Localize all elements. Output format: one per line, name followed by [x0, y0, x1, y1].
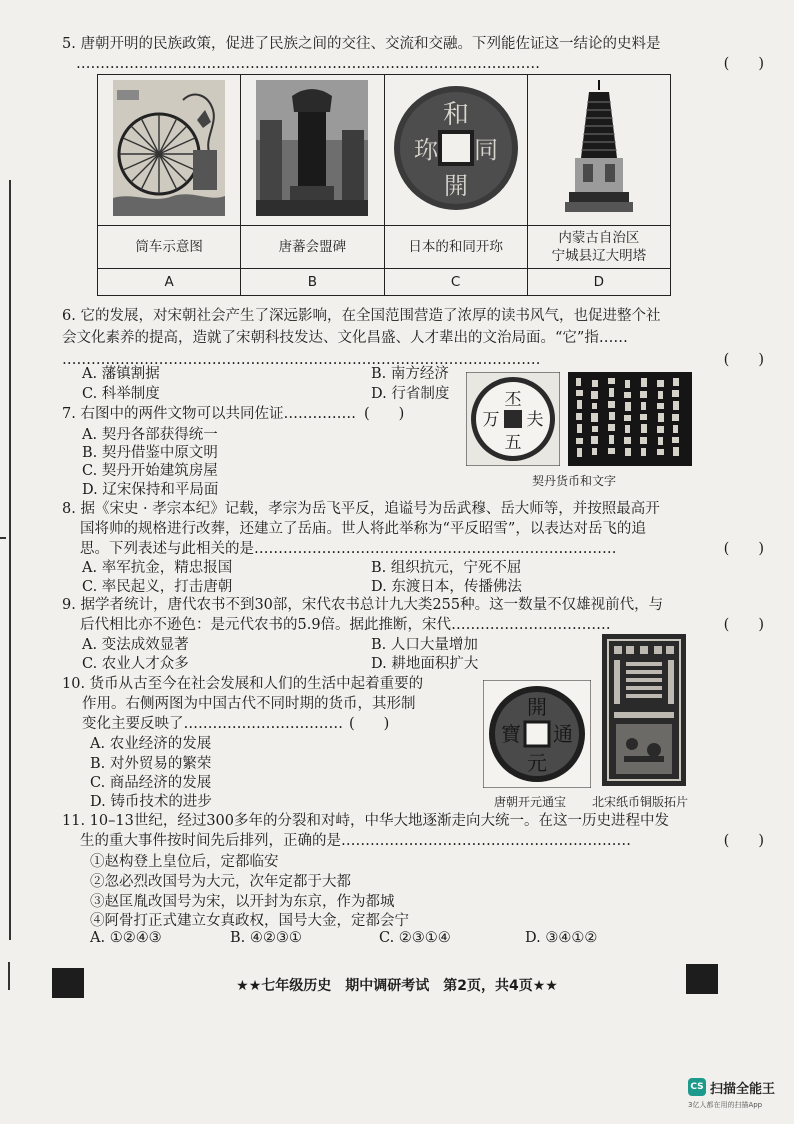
option-b: B. ④②③①	[230, 930, 302, 946]
option-c: C. 农业人才众多	[82, 656, 189, 672]
option-c: C. 契丹开始建筑房屋	[82, 463, 218, 479]
coin-char: 元	[527, 751, 547, 775]
option-a: A. 契丹各部获得统一	[82, 427, 218, 443]
letter-cell-d: D	[527, 269, 670, 296]
coin-char: 万	[482, 410, 500, 430]
leader-dots: ………………………………………………………………………………………	[62, 352, 541, 368]
answer-blank: ( )	[723, 833, 764, 849]
page-footer: ★★七年级历史 期中调研考试 第2页，共4页★★	[236, 978, 558, 994]
image-cell-c	[384, 75, 527, 226]
waterwheel-drawing-icon	[113, 80, 225, 216]
option-d: D. 行省制度	[371, 386, 450, 402]
question-line: 9. 据学者统计，唐代农书不到30部，宋代农书总计九大类255种。这一数量不仅雄视前代，与	[62, 597, 664, 613]
question-8	[62, 499, 764, 559]
coin-photo-icon	[388, 80, 524, 216]
coin-char: 同	[473, 136, 498, 164]
option-d: D. 铸币技术的进步	[90, 794, 212, 810]
figure-caption-left: 唐朝开元通宝	[494, 795, 567, 809]
coin-char: 開	[527, 695, 547, 719]
option-d: D. 东渡日本，传播佛法	[371, 579, 522, 595]
option-d: D. 辽宋保持和平局面	[82, 482, 219, 498]
question-line: 8. 据《宋史 · 孝宗本纪》记载，孝宗为岳飞平反，追谥号为岳武穆、岳大师等，并按照最高开	[62, 501, 660, 517]
question-5-stem: 5. 唐朝开明的民族政策，促进了民族之间的交往、交流和交融。下列能佐证这一结论的史料是	[62, 36, 661, 52]
khitan-coin-icon	[466, 372, 560, 466]
answer-blank: ( )	[349, 716, 390, 732]
letter-cell-c: C	[384, 269, 527, 296]
option-b: B. 组织抗元，宁死不屈	[371, 560, 522, 576]
caption-cell-b: 唐蕃会盟碑	[241, 226, 384, 269]
leader-dots: ……………	[283, 406, 356, 422]
question-line: 思。下列表述与此相关的是	[80, 541, 254, 557]
option-c: C. ②③①④	[379, 930, 451, 946]
option-a: A. ①②④③	[90, 930, 162, 946]
answer-blank: ( )	[723, 352, 764, 368]
coin-char: 寶	[501, 722, 521, 746]
leader-dots: …………………………………………………………………	[254, 541, 617, 557]
coin-char: 珎	[413, 136, 438, 164]
coin-char: 丕	[504, 390, 522, 410]
khitan-script-rubbing-icon	[568, 372, 692, 466]
event-item: ①赵构登上皇位后，定都临安	[90, 854, 279, 870]
event-item: ③赵匡胤改国号为宋，以开封为东京，作为都城	[90, 894, 395, 910]
question-line: 国将帅的规格进行改葬，还建立了岳庙。世人将此举称为“平反昭雪”，以表达对岳飞的追	[80, 521, 646, 537]
option-a: A. 变法成效显著	[82, 637, 189, 653]
answer-blank: ( )	[723, 56, 764, 72]
question-line-text: 变化主要反映了	[82, 716, 184, 732]
stele-photo-icon	[256, 80, 368, 216]
kaiyuan-coin-icon	[483, 680, 591, 788]
question-line: 11. 10–13世纪，经过300多年的分裂和对峙，中华大地逐渐走向大统一。在这一历史进程中发	[62, 813, 669, 829]
song-paper-money-rubbing-icon	[602, 634, 686, 786]
coin-char: 夫	[526, 410, 544, 430]
question-5-source-table	[97, 74, 671, 296]
image-cell-a	[98, 75, 241, 226]
option-c: C. 率民起义，打击唐朝	[82, 579, 233, 595]
figure-caption-right: 北宋纸币铜版拓片	[592, 795, 689, 809]
option-d: D. 耕地面积扩大	[371, 656, 479, 672]
caption-line: 宁城县辽大明塔	[551, 248, 647, 264]
question-line: 7. 右图中的两件文物可以共同佐证	[62, 406, 284, 422]
coin-char: 開	[443, 172, 468, 200]
answer-blank: ( )	[363, 406, 405, 422]
question-line: 后代相比亦不逊色：是元代农书的5.9倍。据此推断，宋代	[80, 617, 452, 633]
question-line: 会文化素养的提高，造就了宋朝科技发达、文化昌盛、人才辈出的文治局面。“它”指……	[62, 330, 628, 346]
leader-dots: ……………………………	[183, 716, 343, 732]
option-b: B. 契丹借鉴中原文明	[82, 445, 218, 461]
letter-cell-b: B	[241, 269, 384, 296]
option-b: B. 南方经济	[371, 366, 449, 382]
question-9	[62, 595, 764, 635]
question-5	[62, 34, 764, 74]
scanner-brand-tagline: 3亿人都在用的扫描App	[688, 1101, 763, 1109]
event-item: ④阿骨打正式建立女真政权，国号大金，定都会宁	[90, 913, 409, 929]
pagoda-photo-icon	[543, 78, 655, 218]
left-margin-tick	[0, 537, 6, 539]
question-7-stem	[62, 402, 404, 423]
leader-dots: ……………………………………………………………………………………	[76, 56, 540, 72]
question-line: 生的重大事件按时间先后排列，正确的是	[80, 833, 341, 849]
scanner-brand-name: 扫描全能王	[710, 1082, 776, 1097]
option-a: A. 率军抗金，精忠报国	[82, 560, 233, 576]
scanner-logo-icon: CS	[688, 1078, 706, 1096]
question-line	[82, 712, 389, 733]
question-6	[62, 306, 764, 370]
image-cell-d	[527, 75, 670, 226]
coin-char: 和	[442, 100, 469, 130]
option-b: B. 对外贸易的繁荣	[90, 756, 212, 772]
question-line: 6. 它的发展，对宋朝社会产生了深远影响，在全国范围营造了浓厚的读书风气，也促进整个社	[62, 308, 661, 324]
option-c: C. 科举制度	[82, 386, 160, 402]
coin-char: 五	[504, 433, 522, 453]
answer-blank: ( )	[723, 541, 764, 557]
question-line: 作用。右侧两图为中国古代不同时期的货币，其形制	[82, 696, 416, 712]
option-a: A. 藩镇割据	[82, 366, 160, 382]
caption-cell-d	[527, 226, 670, 269]
caption-cell-c: 日本的和同开珎	[384, 226, 527, 269]
option-a: A. 农业经济的发展	[90, 736, 212, 752]
question-line: 10. 货币从古至今在社会发展和人们的生活中起着重要的	[62, 676, 424, 692]
leader-dots: ……………………………	[451, 617, 611, 633]
letter-cell-a: A	[98, 269, 241, 296]
leader-dots: ……………………………………………………	[341, 833, 631, 849]
event-item: ②忽必烈改国号为大元，次年定都于大都	[90, 874, 351, 890]
caption-line: 内蒙古自治区	[558, 230, 640, 246]
option-d: D. ③④①②	[525, 930, 598, 946]
figure-caption: 契丹货币和文字	[532, 474, 617, 488]
caption-cell-a: 筒车示意图	[98, 226, 241, 269]
image-cell-b	[241, 75, 384, 226]
answer-blank: ( )	[723, 617, 764, 633]
coin-char: 通	[553, 722, 573, 746]
option-c: C. 商品经济的发展	[90, 775, 212, 791]
option-b: B. 人口大量增加	[371, 637, 478, 653]
question-11	[62, 811, 764, 851]
left-margin-line	[9, 180, 11, 940]
